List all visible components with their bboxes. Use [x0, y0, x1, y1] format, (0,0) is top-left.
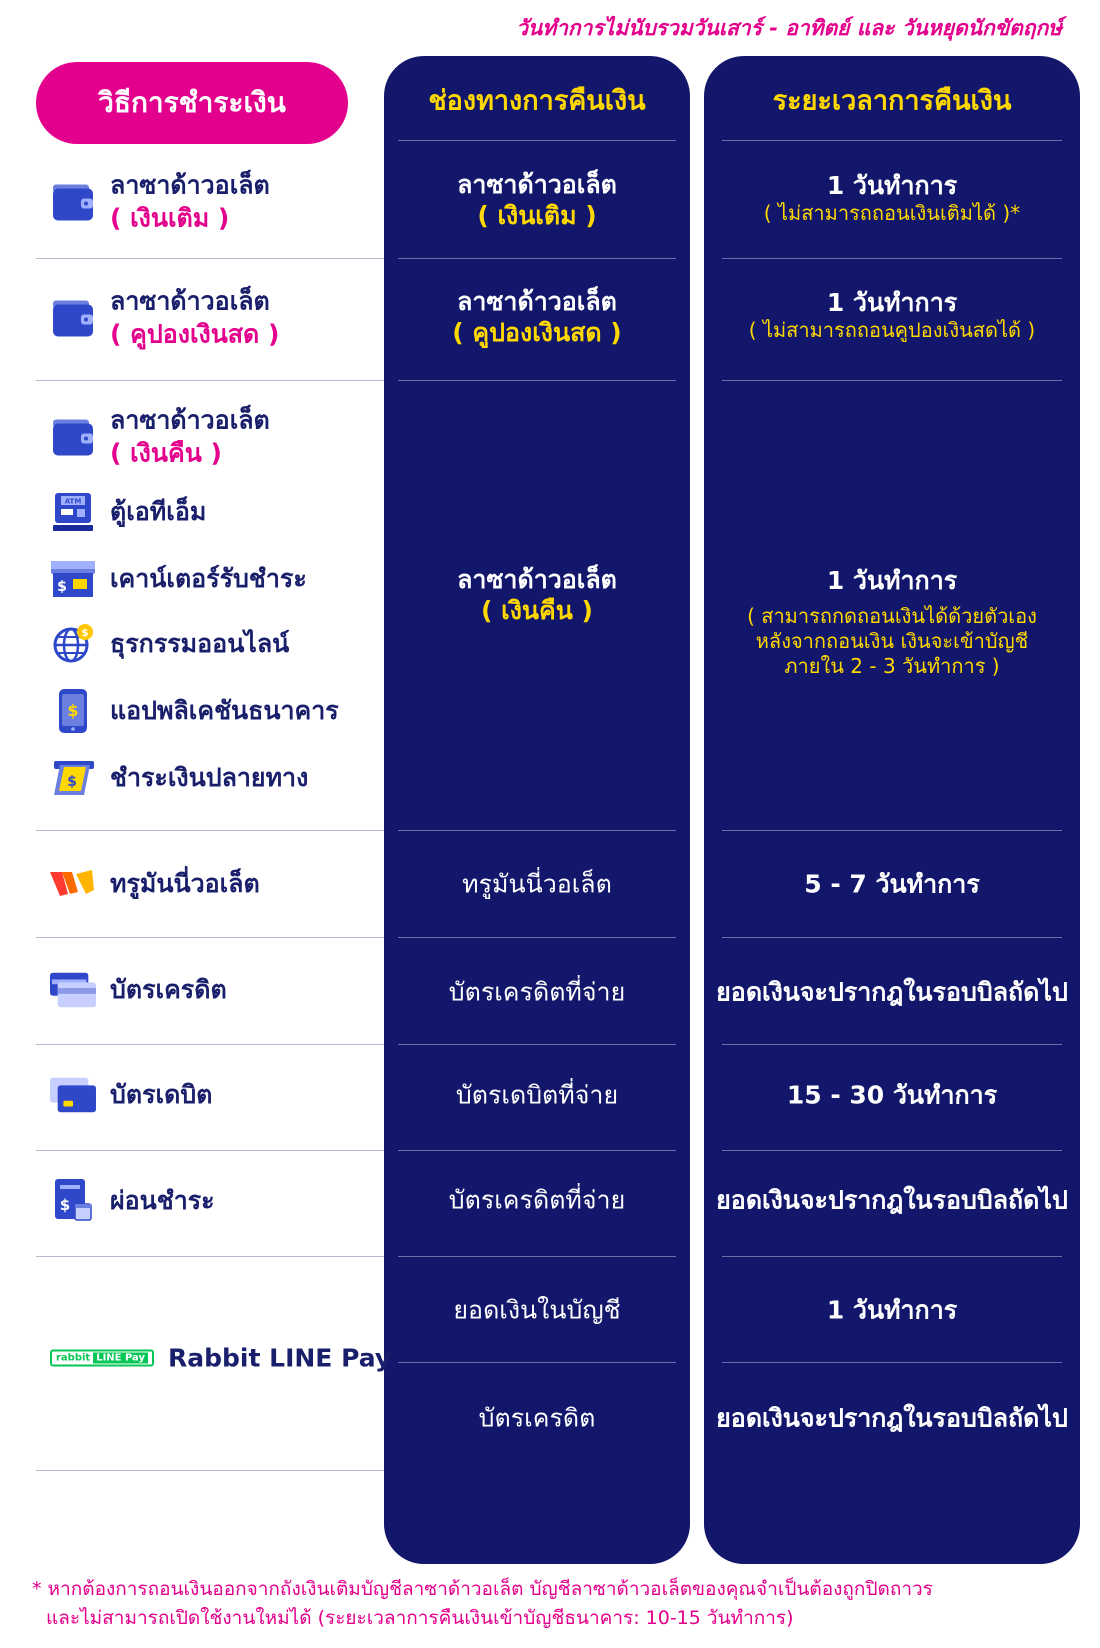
- svg-text:$: $: [57, 579, 67, 595]
- duration-value: 1 วันทำการ: [826, 1295, 958, 1325]
- method-name: ธุรกรรมออนไลน์: [110, 628, 290, 658]
- duration-value: ยอดเงินจะปรากฎในรอบบิลถัดไป: [716, 1185, 1068, 1215]
- method-rabbit-line-pay: [50, 1344, 391, 1373]
- channel-sub: ( เงินคืน ): [481, 596, 593, 625]
- divider: [722, 380, 1062, 381]
- duration-note: ภายใน 2 - 3 วันทำการ ): [784, 654, 1000, 679]
- method-name: ลาซาด้าวอเล็ต: [110, 170, 270, 200]
- method-wallet-cashback: [50, 405, 270, 470]
- channel-cell: [384, 1294, 690, 1325]
- divider: [36, 1150, 384, 1151]
- channel-cell: [384, 1079, 690, 1110]
- channel-name: ลาซาด้าวอเล็ต: [457, 169, 617, 199]
- method-name: ชำระเงินปลายทาง: [110, 762, 309, 792]
- refund-channel-column: [384, 56, 690, 1564]
- duration-value: 1 วันทำการ: [826, 287, 958, 317]
- refund-duration-column: [704, 56, 1080, 1564]
- atm-icon: [50, 489, 96, 535]
- debit-card-icon: [50, 1072, 96, 1118]
- footnote-line: และไม่สามารถเปิดใช้งานใหม่ได้ (ระยะเวลาการคืนเงินเข้าบัญชีธนาคาร: 10-15 วันทำการ): [46, 1606, 794, 1629]
- credit-card-icon: [50, 967, 96, 1013]
- duration-cell: [704, 565, 1080, 679]
- method-name: แอปพลิเคชันธนาคาร: [110, 695, 339, 725]
- channel-name: บัตรเครดิต: [478, 1403, 596, 1433]
- method-counter: [50, 556, 307, 602]
- duration-value: ยอดเงินจะปรากฎในรอบบิลถัดไป: [716, 977, 1068, 1007]
- method-name: บัตรเดบิต: [110, 1079, 213, 1109]
- method-name: ลาซาด้าวอเล็ต: [110, 405, 270, 435]
- method-sub: ( เงินคืน ): [110, 438, 222, 467]
- divider: [36, 1470, 384, 1471]
- svg-text:$: $: [59, 1196, 71, 1214]
- method-atm: [50, 489, 206, 535]
- method-name: ทรูมันนี่วอเล็ต: [110, 868, 260, 898]
- method-name: บัตรเครดิต: [110, 974, 227, 1004]
- svg-text:$: $: [81, 628, 89, 639]
- duration-value: 5 - 7 วันทำการ: [804, 869, 980, 899]
- phone-icon: [50, 688, 96, 734]
- channel-sub: ( คูปองเงินสด ): [452, 318, 622, 347]
- duration-cell: [704, 1079, 1080, 1110]
- divider: [722, 140, 1062, 141]
- truemoney-icon: [50, 861, 96, 907]
- divider: [398, 380, 676, 381]
- svg-text:ATM: ATM: [64, 497, 82, 506]
- channel-sub: ( เงินเติม ): [477, 201, 597, 230]
- method-credit-card: [50, 967, 227, 1013]
- divider: [398, 937, 676, 938]
- refund-channel-header: ช่องทางการคืนเงิน: [428, 85, 646, 117]
- duration-note: ( สามารถกดถอนเงินได้ด้วยตัวเอง: [747, 604, 1037, 629]
- channel-name: บัตรเครดิตที่จ่าย: [448, 1185, 626, 1215]
- duration-cell: [704, 287, 1080, 343]
- duration-value: 1 วันทำการ: [826, 170, 958, 200]
- channel-name: ยอดเงินในบัญชี: [453, 1295, 621, 1325]
- method-sub: ( คูปองเงินสด ): [110, 319, 280, 348]
- channel-name: ทรูมันนี่วอเล็ต: [462, 869, 612, 899]
- method-name: เคาน์เตอร์รับชำระ: [110, 563, 307, 593]
- duration-note: หลังจากถอนเงิน เงินจะเข้าบัญชี: [755, 629, 1029, 654]
- divider: [398, 1044, 676, 1045]
- divider: [36, 830, 384, 831]
- globe-icon: [50, 621, 96, 667]
- store-icon: [50, 556, 96, 602]
- method-wallet-voucher: [50, 286, 279, 351]
- business-days-note: วันทำการไม่นับรวมวันเสาร์ - อาทิตย์ และ วันหยุดนักขัตฤกษ์: [516, 16, 1062, 40]
- divider: [36, 1256, 384, 1257]
- divider: [36, 937, 384, 938]
- divider: [398, 830, 676, 831]
- duration-cell: [704, 868, 1080, 899]
- method-sub: ( เงินเติม ): [110, 203, 230, 232]
- divider: [722, 1256, 1062, 1257]
- channel-name: บัตรเดบิตที่จ่าย: [455, 1080, 619, 1110]
- duration-value: ยอดเงินจะปรากฎในรอบบิลถัดไป: [716, 1403, 1068, 1433]
- divider: [36, 258, 384, 259]
- method-debit-card: [50, 1072, 212, 1118]
- method-name: ตู้เอทีเอ็ม: [110, 496, 207, 526]
- channel-name: ลาซาด้าวอเล็ต: [457, 286, 617, 316]
- footnote: [32, 1575, 1072, 1632]
- divider: [398, 258, 676, 259]
- channel-cell: [384, 1402, 690, 1433]
- method-bank-app: [50, 688, 339, 734]
- divider: [398, 1256, 676, 1257]
- channel-cell: [384, 868, 690, 899]
- channel-name: ลาซาด้าวอเล็ต: [457, 564, 617, 594]
- divider: [398, 140, 676, 141]
- method-truemoney: [50, 861, 260, 907]
- duration-value: 15 - 30 วันทำการ: [786, 1080, 998, 1110]
- wallet-icon: [50, 295, 96, 341]
- duration-cell: [704, 1294, 1080, 1325]
- svg-text:$: $: [67, 774, 77, 790]
- duration-cell: [704, 170, 1080, 226]
- divider: [722, 1150, 1062, 1151]
- channel-cell: [384, 976, 690, 1007]
- channel-cell: [384, 1184, 690, 1215]
- method-name: ลาซาด้าวอเล็ต: [110, 286, 270, 316]
- method-installment: [50, 1178, 215, 1224]
- payment-method-header: วิธีการชำระเงิน: [36, 62, 348, 144]
- wallet-icon: [50, 414, 96, 460]
- divider: [722, 258, 1062, 259]
- method-name: ผ่อนชำระ: [110, 1185, 215, 1215]
- duration-value: 1 วันทำการ: [826, 565, 958, 595]
- divider: [722, 1362, 1062, 1363]
- divider: [398, 1362, 676, 1363]
- installment-icon: [50, 1178, 96, 1224]
- divider: [722, 937, 1062, 938]
- divider: [722, 1044, 1062, 1045]
- wallet-icon: [50, 179, 96, 225]
- method-wallet-topup: [50, 170, 270, 235]
- duration-cell: [704, 1184, 1080, 1215]
- divider: [722, 830, 1062, 831]
- svg-text:$: $: [67, 701, 79, 720]
- divider: [36, 380, 384, 381]
- method-online-banking: [50, 621, 289, 667]
- channel-cell: [384, 564, 690, 627]
- method-name: Rabbit LINE Pay: [168, 1343, 392, 1373]
- divider: [36, 1044, 384, 1045]
- method-cod: [50, 755, 308, 801]
- rabbit-line-pay-logo: rabbit LINE Pay: [50, 1350, 154, 1367]
- duration-cell: [704, 976, 1080, 1007]
- channel-cell: [384, 286, 690, 349]
- cash-icon: [50, 755, 96, 801]
- footnote-line: * หากต้องการถอนเงินออกจากถังเงินเติมบัญชีลาซาด้าวอเล็ต บัญชีลาซาด้าวอเล็ตของคุณจำเป็นต้องถูกปิดถาวร: [32, 1578, 933, 1600]
- duration-note: ( ไม่สามารถถอนเงินเติมได้ )*: [763, 201, 1021, 226]
- duration-cell: [704, 1402, 1080, 1433]
- duration-note: ( ไม่สามารถถอนคูปองเงินสดได้ ): [748, 318, 1036, 343]
- divider: [398, 1150, 676, 1151]
- channel-cell: [384, 169, 690, 232]
- channel-name: บัตรเครดิตที่จ่าย: [448, 977, 626, 1007]
- refund-duration-header: ระยะเวลาการคืนเงิน: [772, 85, 1012, 117]
